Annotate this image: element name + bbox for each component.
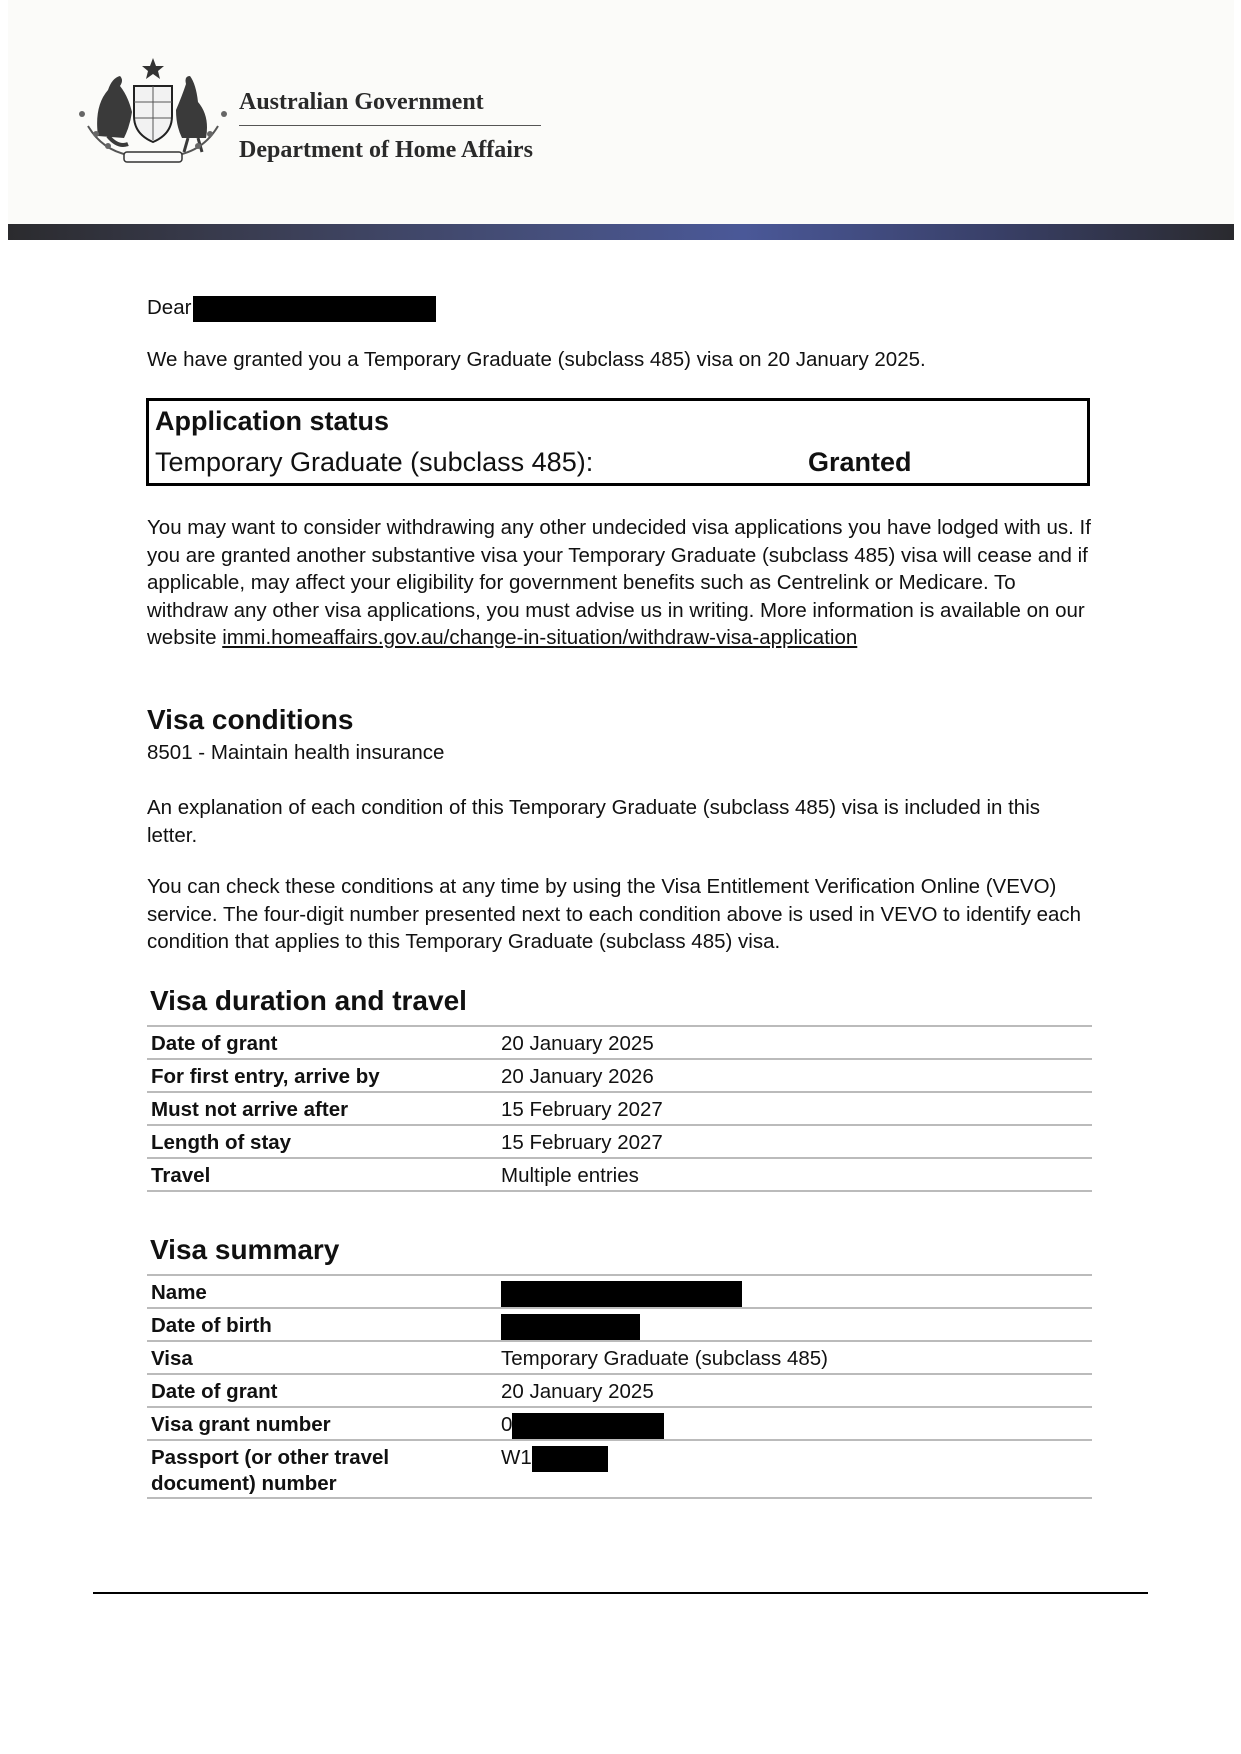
row-value (501, 1313, 640, 1340)
condition-item: 8501 - Maintain health insurance (147, 741, 445, 764)
duration-travel-heading: Visa duration and travel (150, 985, 467, 1016)
row-label: Date of birth (151, 1314, 272, 1337)
department-name: Department of Home Affairs (239, 137, 533, 163)
application-status-title: Application status (155, 406, 390, 436)
table-row (147, 1126, 1092, 1159)
application-status-box (146, 398, 1090, 486)
organisation-name: Australian Government (239, 89, 484, 115)
vevo-note: You can check these conditions at any time by using the Visa Entitlement Verification Online (VEVO) service. The four-digit number presented next to each condition above is used in VEVO to identify each condition that applies to this Temporary Graduate (subclass 485) visa. (147, 875, 1082, 953)
table-row (147, 1342, 1092, 1375)
commonwealth-coat-of-arms-icon (78, 56, 228, 168)
row-value: Multiple entries (501, 1164, 639, 1187)
salutation (147, 294, 436, 322)
table-row (147, 1309, 1092, 1342)
row-value (501, 1445, 608, 1472)
row-label: Travel (151, 1164, 211, 1187)
table-row (147, 1027, 1092, 1060)
conditions-explanation: An explanation of each condition of this Temporary Graduate (subclass 485) visa is included in this letter. (147, 796, 1041, 847)
row-label: Must not arrive after (151, 1098, 349, 1121)
row-value: 20 January 2026 (501, 1065, 654, 1088)
visa-conditions-heading: Visa conditions (147, 704, 354, 735)
footer-divider (93, 1592, 1148, 1594)
row-label: Passport (or other travel document) number (151, 1446, 390, 1495)
row-value: 15 February 2027 (501, 1098, 663, 1121)
table-row (147, 1060, 1092, 1093)
header-divider (239, 125, 541, 126)
duration-travel-table (147, 1025, 1092, 1192)
row-label: Visa (151, 1347, 193, 1370)
redacted-name (501, 1281, 742, 1307)
table-row (147, 1408, 1092, 1441)
withdraw-paragraph (147, 514, 1092, 652)
row-value: Temporary Graduate (subclass 485) (501, 1347, 829, 1370)
application-status-visa: Temporary Graduate (subclass 485): (155, 447, 594, 477)
redacted-date-of-birth (501, 1314, 640, 1340)
row-value (501, 1412, 664, 1439)
withdraw-visa-link[interactable]: immi.homeaffairs.gov.au/change-in-situation/withdraw-visa-application (222, 626, 858, 649)
table-row (147, 1159, 1092, 1192)
row-label: Name (151, 1281, 207, 1304)
row-label: Length of stay (151, 1131, 292, 1154)
row-value-text: 0 (501, 1413, 513, 1436)
application-status-value: Granted (808, 447, 912, 477)
visa-summary-table (147, 1274, 1092, 1499)
salutation-text: Dear (147, 296, 192, 319)
row-label: For first entry, arrive by (151, 1065, 380, 1088)
row-value (501, 1280, 742, 1307)
row-label: Visa grant number (151, 1413, 331, 1436)
row-label: Date of grant (151, 1032, 278, 1055)
row-value: 20 January 2025 (501, 1380, 654, 1403)
withdraw-text: You may want to consider withdrawing any other undecided visa applications you have lodged with us. If you are granted another substantive visa your Temporary Graduate (subclass 485) visa will cease and if applicable, may affect your eligibility for government benefits such as Centrelink or Medicare. To withdraw any other visa applications, you must advise us in writing. More information is available on our website (147, 516, 1091, 649)
grant-intro: We have granted you a Temporary Graduate (subclass 485) visa on 20 January 2025. (147, 348, 926, 371)
visa-summary-heading: Visa summary (150, 1234, 340, 1265)
table-row (147, 1093, 1092, 1126)
row-label: Date of grant (151, 1380, 278, 1403)
row-value: 20 January 2025 (501, 1032, 654, 1055)
table-row (147, 1441, 1092, 1499)
row-value: 15 February 2027 (501, 1131, 663, 1154)
table-row (147, 1276, 1092, 1309)
letterhead (8, 0, 1234, 224)
row-value-text: W1 (501, 1446, 532, 1469)
table-row (147, 1375, 1092, 1408)
redacted-passport-number (532, 1446, 608, 1472)
redacted-grant-number (512, 1413, 664, 1439)
redacted-name (193, 296, 436, 322)
header-band (8, 224, 1234, 240)
